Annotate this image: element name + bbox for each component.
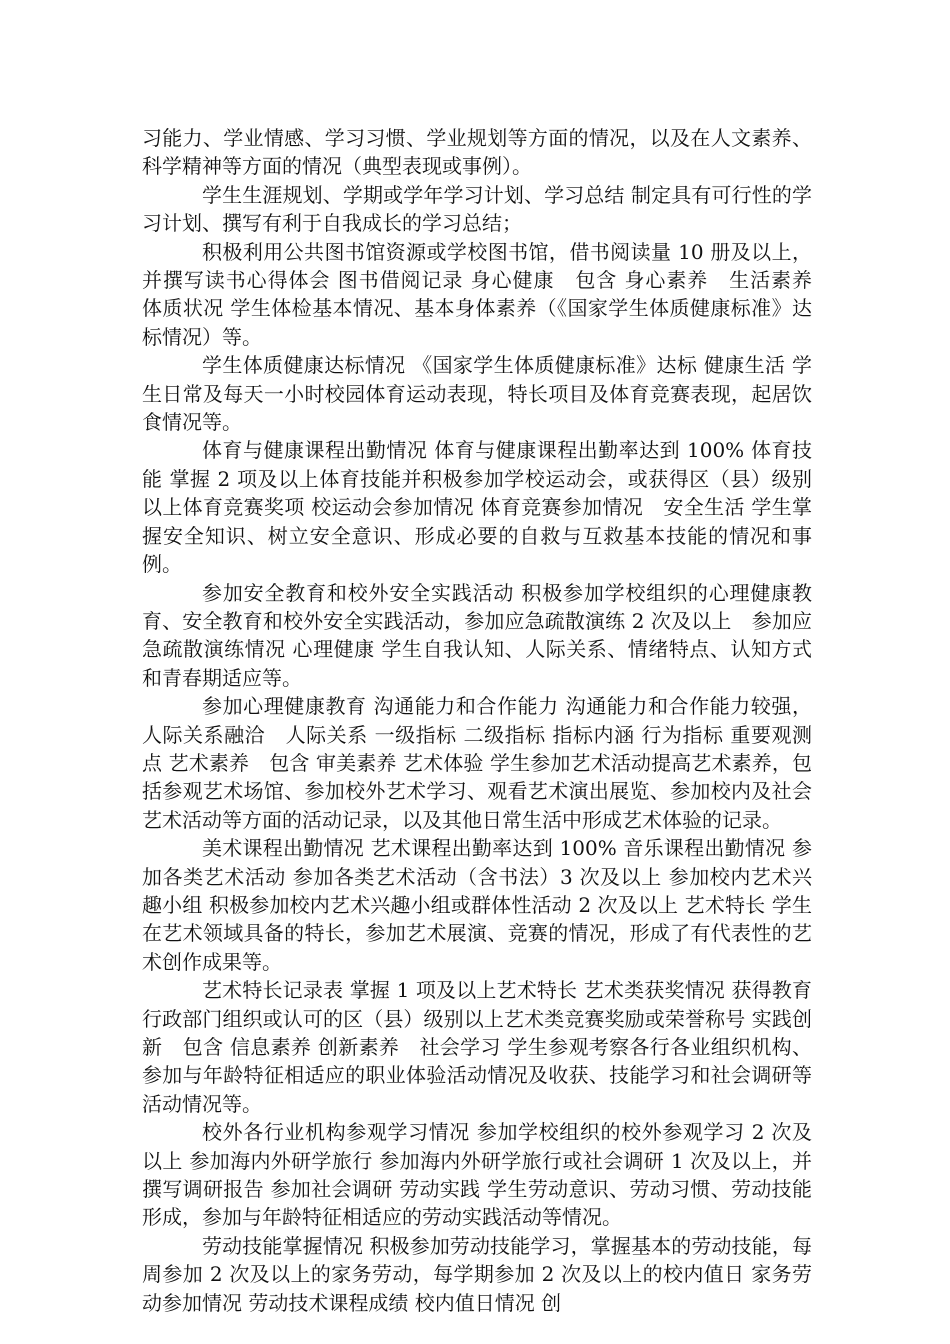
paragraph-4: 学生体质健康达标情况 《国家学生体质健康标准》达标 健康生活 学生日常及每天一小时校园体育运动表现，特长项目及体育竞赛表现，起居饮食情况等。 <box>142 353 812 435</box>
paragraph-2: 学生生涯规划、学期或学年学习计划、学习总结 制定具有可行性的学习计划、撰写有利于自我成长的学习总结； <box>142 182 812 236</box>
paragraph-6: 参加安全教育和校外安全实践活动 积极参加学校组织的心理健康教育、安全教育和校外安全实践活动，参加应急疏散演练 2 次及以上 参加应急疏散演练情况 心理健康 学生自我认知、人际关系、情绪特点、认知方式和青春期适应等。 <box>142 580 812 690</box>
paragraph-11: 劳动技能掌握情况 积极参加劳动技能学习，掌握基本的劳动技能，每周参加 2 次及以上的家务劳动，每学期参加 2 次及以上的校内值日 家务劳动参加情况 劳动技术课程成绩 校内值日情况 创 <box>142 1233 812 1315</box>
paragraph-9: 艺术特长记录表 掌握 1 项及以上艺术特长 艺术类获奖情况 获得教育行政部门组织或认可的区（县）级别以上艺术类竞赛奖励或荣誉称号 实践创新 包含 信息素养 创新素养 社会学习 学生参观考察各行各业组织机构、参加与年龄特征相适应的职业体验活动情况及收获、技能学习和社会调研等活动情况等。 <box>142 978 812 1116</box>
paragraph-8: 美术课程出勤情况 艺术课程出勤率达到 100% 音乐课程出勤情况 参加各类艺术活动 参加各类艺术活动（含书法）3 次及以上 参加校内艺术兴趣小组 积极参加校内艺术兴趣小组或群体性活动 2 次及以上 艺术特长 学生在艺术领域具备的特长，参加艺术展演、竞赛的情况，形成了有代表性的艺术创作成果等。 <box>142 836 812 974</box>
document-body <box>142 124 832 1317</box>
paragraph-1: 习能力、学业情感、学习习惯、学业规划等方面的情况，以及在人文素养、科学精神等方面的情况（典型表现或事例）。 <box>142 126 812 179</box>
paragraph-3: 积极利用公共图书馆资源或学校图书馆，借书阅读量 10 册及以上，并撰写读书心得体会 图书借阅记录 身心健康 包含 身心素养 生活素养 体质状况 学生体检基本情况、基本身体素养（《国家学生体质健康标准》达标情况）等。 <box>142 239 832 349</box>
paragraph-7: 参加心理健康教育 沟通能力和合作能力 沟通能力和合作能力较强，人际关系融洽 人际关系 一级指标 二级指标 指标内涵 行为指标 重要观测点 艺术素养 包含 审美素养 艺术体验 学生参加艺术活动提高艺术素养，包括参观艺术场馆、参加校外艺术学习、观看艺术演出展览、参加校内及社会艺术活动等方面的活动记录，以及其他日常生活中形成艺术体验的记录。 <box>142 694 812 832</box>
paragraph-5: 体育与健康课程出勤情况 体育与健康课程出勤率达到 100% 体育技能 掌握 2 项及以上体育技能并积极参加学校运动会，或获得区（县）级别以上体育竞赛奖项 校运动会参加情况 体育竞赛参加情况 安全生活 学生掌握安全知识、树立安全意识、形成必要的自救与互救基本技能的情况和事例。 <box>142 438 812 577</box>
paragraph-10: 校外各行业机构参观学习情况 参加学校组织的校外参观学习 2 次及以上 参加海内外研学旅行 参加海内外研学旅行或社会调研 1 次及以上，并撰写调研报告 参加社会调研 劳动实践 学生劳动意识、劳动习惯、劳动技能形成，参加与年龄特征相适应的劳动实践活动等情况。 <box>142 1120 812 1230</box>
